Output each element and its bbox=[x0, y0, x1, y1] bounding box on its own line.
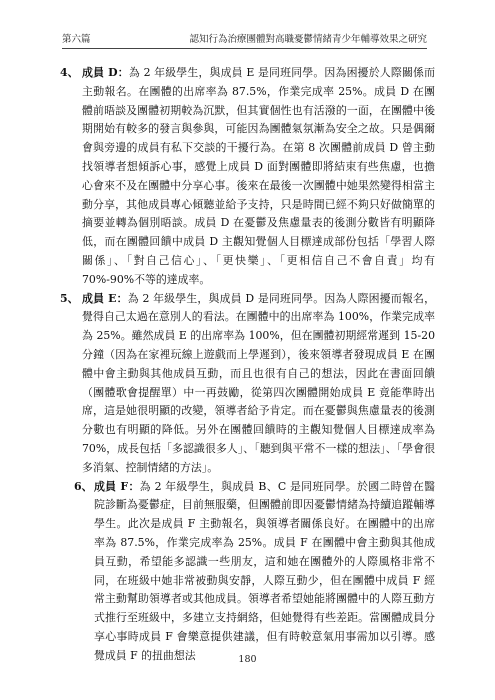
member-description: 為 2 年級學生，與成員 B、C 是同班同學。於國二時曾在醫院診斷為憂鬱症，目前無服藥，但團體前即因憂鬱情緒為持續追蹤輔導學生。此次是成員 F 主動報名，與領導者關係良好。在團體中的出席率為 87.5%，作業完成率為 25%。成員 F 在團體中會主動與其他成員互動，希望能多認識一些朋友，這和她在團體外的人際風格非常不同，在班級中她非常被動與安靜，人際互動少，但在團體中成員 F 經常主動幫助領導者或其他成員。領導者希望她能將團體中的人際互動方式推行至班級中，多建立支持網絡，但她覺得有些差距。當團體成員分享心事時成員 F 會樂意提供建議，但有時較意氣用事需加以引導。感覺成員 F 的扭曲想法 bbox=[94, 479, 435, 662]
member-f-paragraph bbox=[60, 478, 435, 666]
item-marker: 5、 bbox=[60, 291, 79, 305]
member-description: 為 2 年級學生，與成員 E 是同班同學。因為困擾於人際關係而主動報名。在團體的出席率為 87.5%，作業完成率 25%。成員 D 在團體前晤談及團體初期較為沉默，但其實個性也有活潑的一面，在團體中後期開始有較多的發言與參與，可能因為團體氣氛漸為安全之故。只是偶爾會與旁邊的成員有私下交談的干擾行為。在第 8 次團體前成員 D 曾主動找領導者想傾訴心事，感覺上成員 D 面對團體即將結束有些焦慮，也擔心會來不及在團體中分享心事。後來在最後一次團體中她果然變得相當主動分享，其他成員專心傾聽並給予支持，只是時間已經不夠只好做簡單的摘要並轉為個別晤談。成員 D 在憂鬱及焦慮量表的後測分數皆有明顯降低，而在團體回饋中成員 D 主觀知覺個人目標達成部份包括「學習人際關係」、「對自己信心」、「更快樂」、「更相信自己不會自責」均有 70%-90%不等的達成率。 bbox=[82, 66, 435, 286]
item-marker: 4、 bbox=[60, 66, 79, 79]
body-text bbox=[60, 64, 435, 666]
item-marker: 6、 bbox=[74, 479, 93, 493]
running-title: 認知行為治療團體對高職憂鬱情緒青少年輔導效果之研究 bbox=[189, 34, 427, 45]
header-rule bbox=[62, 48, 427, 49]
member-title: 成員 D： bbox=[82, 66, 129, 79]
member-title: 成員 E： bbox=[82, 291, 128, 305]
page-number: 180 bbox=[238, 654, 257, 665]
member-description: 為 2 年級學生，與成員 D 是同班同學。因為人際困擾而報名，覺得自己太過在意別人的看法。在團體中的出席率為 100%，作業完成率為 25%。雖然成員 E 的出席率為 100%，但在團體初期經常遲到 15-20 分鐘（因為在家裡玩線上遊戲而上學遲到），後來領導者發現成員 E 在團體中會主動與其他成員互動，而且也很有自己的想法，因此在書面回饋（團體歌會提醒單）中一再鼓勵，從第四次團體開始成員 E 竟能準時出席，這是她很明顯的改變，領導者給予肯定。而在憂鬱與焦慮量表的後測分數也有明顯的降低。另外在團體回饋時的主觀知覺個人目標達成率為 70%，成長包括「多認識很多人」、「聽到與平常不一樣的想法」、「學會很多消氣、控制情緒的方法」。 bbox=[82, 291, 436, 474]
member-title: 成員 F： bbox=[94, 479, 140, 493]
member-e-paragraph bbox=[60, 290, 435, 478]
chapter-label: 第六篇 bbox=[62, 34, 91, 45]
member-d-paragraph bbox=[60, 64, 435, 290]
running-header bbox=[62, 31, 427, 45]
